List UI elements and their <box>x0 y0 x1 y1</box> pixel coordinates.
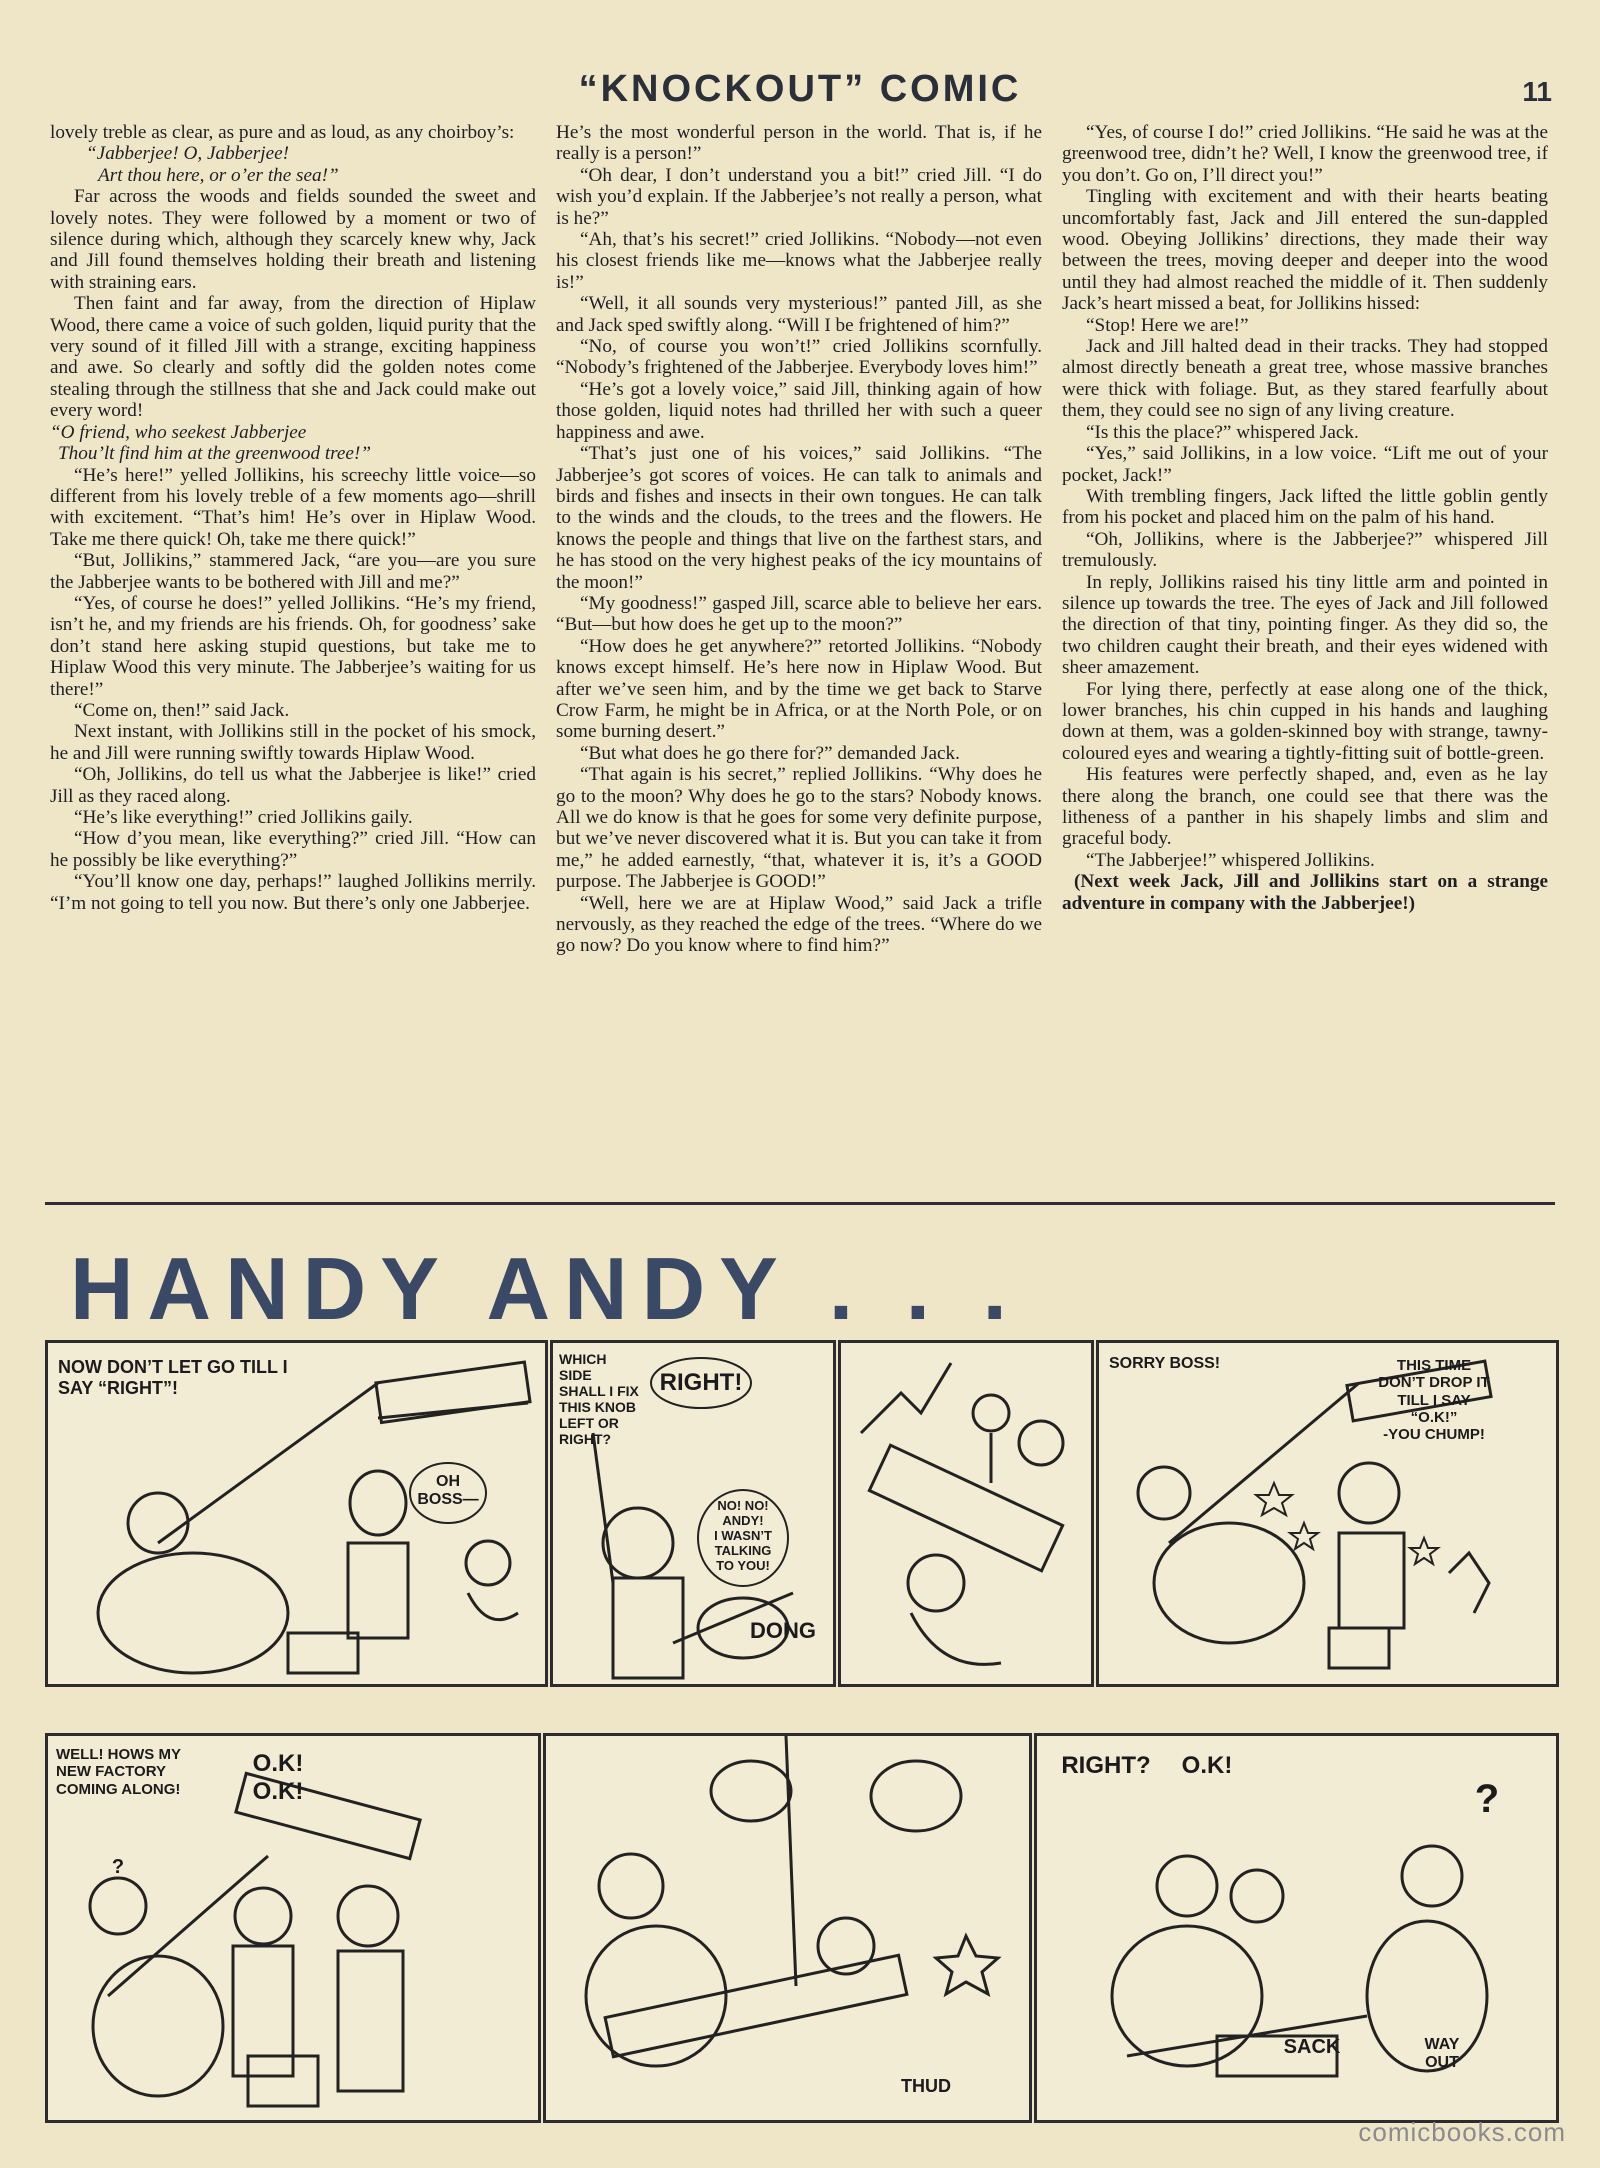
paragraph: “He’s like everything!” cried Jollikins gaily. <box>74 807 413 828</box>
paragraph: “Stop! Here we are!” <box>1086 314 1249 336</box>
way-out-sign: WAY OUT <box>1424 2036 1460 2072</box>
paragraph: Jack and Jill halted dead in their tracks. They had stopped almost directly beneath a great tree, whose massive branches were thick with foliage. But, as they stared fearfully about them, they could see no sign of any living creature. <box>1062 336 1548 422</box>
magazine-title: “KNOCKOUT” COMIC <box>578 68 1022 110</box>
verse-line: Art thou here, or o’er the sea!” <box>98 164 339 186</box>
paragraph: “That again is his secret,” replied Jollikins. “Why does he go to the moon? Why does he go to the stars? Nobody knows. All we do know is that he goes for some very definite purpose, but we’ve never discovered what it is. But you can take it from me,” he added earnestly, “that, whatever it is, it’s a GOOD purpose. The Jabberjee is GOOD!” <box>556 764 1042 893</box>
comic-panel-1 <box>45 1340 548 1687</box>
paragraph: Tingling with excitement and with their hearts beating uncomfortably fast, Jack and Jill entered the sun-dappled wood. Obeying Jollikins’ directions, they made their way between the trees, moving deeper and deeper into the wood until they had almost reached the middle of it. Then suddenly Jack’s heart missed a beat, for Jollikins hissed: <box>1062 186 1548 315</box>
paragraph: “Well, it all sounds very mysterious!” panted Jill, as she and Jack sped swiftly along. “Will I be frightened of him?” <box>556 293 1042 336</box>
paragraph: “Come on, then!” said Jack. <box>74 699 290 721</box>
paragraph: “Oh, Jollikins, where is the Jabberjee?” whispered Jill tremulously. <box>1062 528 1548 572</box>
verse-line: “O friend, who seekest Jabberjee <box>50 421 307 443</box>
story-column-2 <box>556 122 1042 1190</box>
sound-effect: DONG <box>750 1618 816 1643</box>
paragraph: “You’ll know one day, perhaps!” laughed Jollikins merrily. “I’m not going to tell you now. But there’s only one Jabberjee. <box>50 871 536 914</box>
paragraph: “He’s got a lovely voice,” said Jill, thinking again of how those golden, liquid notes had thrilled her with such a queer happiness and awe. <box>556 378 1042 443</box>
paragraph: “Yes, of course he does!” yelled Jollikins. “He’s my friend, isn’t he, and my friends are his friends. Oh, for goodness’ sake don’t stand here asking stupid questions, but take me to Hiplaw Wood this very minute. The Jabberjee’s waiting for us there!” <box>50 592 536 700</box>
paragraph: Then faint and far away, from the direction of Hiplaw Wood, there came a voice of such golden, liquid purity that the very sound of it filled Jill with a strange, exciting happiness and awe. So clearly and softly did the golden notes come stealing through the stillness that she and Jack could make out every word! <box>50 293 536 422</box>
comic-panel-5 <box>45 1733 541 2123</box>
comic-panel-7 <box>1034 1733 1559 2123</box>
paragraph: lovely treble as clear, as pure and as loud, as any choirboy’s: <box>50 122 515 143</box>
page-header <box>0 68 1600 118</box>
comic-panel-4 <box>1096 1340 1559 1687</box>
speech-balloon: THIS TIME DON’T DROP IT TILL I SAY “O.K!” -YOU CHUMP! <box>1378 1357 1490 1443</box>
story-column-3 <box>1062 122 1548 1190</box>
paragraph: “Oh, Jollikins, do tell us what the Jabberjee is like!” cried Jill as they raced along. <box>50 764 536 807</box>
paragraph: “Ah, that’s his secret!” cried Jollikins. “Nobody—not even his closest friends like me—knows what the Jabberjee really is!” <box>556 229 1042 293</box>
paragraph: With trembling fingers, Jack lifted the little goblin gently from his pocket and placed him on the palm of his hand. <box>1062 485 1548 529</box>
paragraph: “But, Jollikins,” stammered Jack, “are you—are you sure the Jabberjee wants to be bothered with Jill and me?” <box>50 550 536 593</box>
paragraph: “Yes,” said Jollikins, in a low voice. “Lift me out of your pocket, Jack!” <box>1062 443 1548 486</box>
paragraph: For lying there, perfectly at ease along one of the thick, lower branches, his chin cupped in his hands and laughing down at them, was a golden-skinned boy with strange, tawny-coloured eyes and wearing a tightly-fitting suit of bottle-green. <box>1062 678 1548 764</box>
paragraph: In reply, Jollikins raised his tiny little arm and pointed in silence up towards the tree. The eyes of Jack and Jill followed the direction of that tiny, pointing finger. As they did so, the two children caught their breath, and their eyes widened with sheer amazement. <box>1062 571 1548 679</box>
speech-balloon: O.K! <box>1181 1752 1233 1779</box>
speech-balloon: NOW DON’T LET GO TILL I SAY “RIGHT”! <box>58 1357 288 1398</box>
speech-balloon: WELL! HOWS MY NEW FACTORY COMING ALONG! <box>56 1746 181 1798</box>
paragraph: “How d’you mean, like everything?” cried Jill. “How can he possibly be like everything?” <box>50 828 536 871</box>
paragraph: “How does he get anywhere?” retorted Jollikins. “Nobody knows except himself. He’s here now in Hiplaw Wood. But after we’ve seen him, and by the time we get back to Starve Crow Farm, he might be in Africa, or at the North Pole, or on some burning desert.” <box>556 635 1042 743</box>
comic-panel-6 <box>543 1733 1032 2123</box>
verse-line: Thou’lt find him at the greenwood tree!” <box>58 443 372 465</box>
paragraph: Far across the woods and fields sounded the sweet and lovely notes. They were followed by a moment or two of silence during which, although they scarcely knew why, Jack and Jill found themselves holding their breath and listening with straining ears. <box>50 186 536 293</box>
paragraph: Next instant, with Jollikins still in the pocket of his smock, he and Jill were running swiftly towards Hiplaw Wood. <box>50 721 536 764</box>
story-text <box>50 122 1550 1190</box>
paragraph: “Yes, of course I do!” cried Jollikins. “He said he was at the greenwood tree, didn’t he? Well, I know the greenwood tree, if you don’t. Go on, I’ll direct you!” <box>1062 122 1548 186</box>
paragraph: “The Jabberjee!” whispered Jollikins. <box>1086 849 1375 871</box>
speech-balloon: WHICH SIDE SHALL I FIX THIS KNOB LEFT OR RIGHT? <box>559 1351 639 1448</box>
panel-6-drawing <box>546 1736 1029 2120</box>
comic-panel-2 <box>550 1340 836 1687</box>
paragraph: “Oh dear, I don’t understand you a bit!” cried Jill. “I do wish you’d explain. If the Jabberjee’s not really a person, what is he?” <box>556 164 1042 229</box>
paragraph: “My goodness!” gasped Jill, scarce able to believe her ears. “But—but how does he get up to the moon?” <box>556 592 1042 636</box>
story-column-1 <box>50 122 536 1190</box>
strip-title: HANDY ANDY . . . <box>70 1239 1021 1338</box>
speech-balloon: O.K! O.K! <box>252 1750 304 1805</box>
speech-balloon: NO! NO! ANDY! I WASN’T TALKING TO YOU! <box>714 1498 772 1573</box>
speech-balloon: SORRY BOSS! <box>1109 1355 1221 1372</box>
watermark: comicbooks.com <box>1358 2117 1566 2147</box>
paragraph: He’s the most wonderful person in the world. That is, if he really is a person!” <box>556 122 1042 165</box>
paragraph: “No, of course you won’t!” cried Jollikins scornfully. “Nobody’s frightened of the Jabberjee. Everybody loves him!” <box>556 336 1042 379</box>
speech-balloon: RIGHT? <box>1061 1752 1151 1779</box>
verse-line: “Jabberjee! O, Jabberjee! <box>86 143 289 165</box>
sound-effect: THUD <box>901 2076 951 2096</box>
sack-label: SACK <box>1283 2036 1341 2058</box>
speech-balloon: OH BOSS— <box>417 1473 479 1509</box>
paragraph: “He’s here!” yelled Jollikins, his screechy little voice—so different from his lovely treble of a few moments ago—shrill with excitement. “That’s him! He’s over in Hiplaw Wood. Take me there quick! Oh, take me there quick!” <box>50 464 536 550</box>
paragraph: “Well, here we are at Hiplaw Wood,” said Jack a trifle nervously, as they reached the edge of the trees. “Where do we go now? Do you know where to find him?” <box>556 892 1042 957</box>
section-divider <box>45 1202 1555 1205</box>
paragraph: “Is this the place?” whispered Jack. <box>1086 421 1359 443</box>
paragraph: His features were perfectly shaped, and, even as he lay there along the branch, one could see that there was the litheness of a panther in his shapely limbs and slim and graceful body. <box>1062 764 1548 850</box>
speech-balloon: RIGHT! <box>659 1369 743 1396</box>
comic-panel-3 <box>838 1340 1094 1687</box>
next-week-note: (Next week Jack, Jill and Jollikins start on a strange adventure in company with the Jabberjee!) <box>1062 871 1548 914</box>
paragraph: “But what does he go there for?” demanded Jack. <box>580 742 960 764</box>
question-mark: ? <box>111 1856 125 1878</box>
question-mark: ? <box>1474 1777 1500 1821</box>
page-number: 11 <box>1522 76 1552 107</box>
paragraph: “That’s just one of his voices,” said Jollikins. “The Jabberjee’s got scores of voices. He can talk to animals and birds and fishes and insects in their own tongues. He can talk to the winds and the clouds, to the trees and the flowers. He knows the people and things that live on the farthest stars, and he has stood on the very highest peaks of the icy mountains of the moon!” <box>556 443 1042 593</box>
panel-3-drawing <box>841 1343 1091 1684</box>
